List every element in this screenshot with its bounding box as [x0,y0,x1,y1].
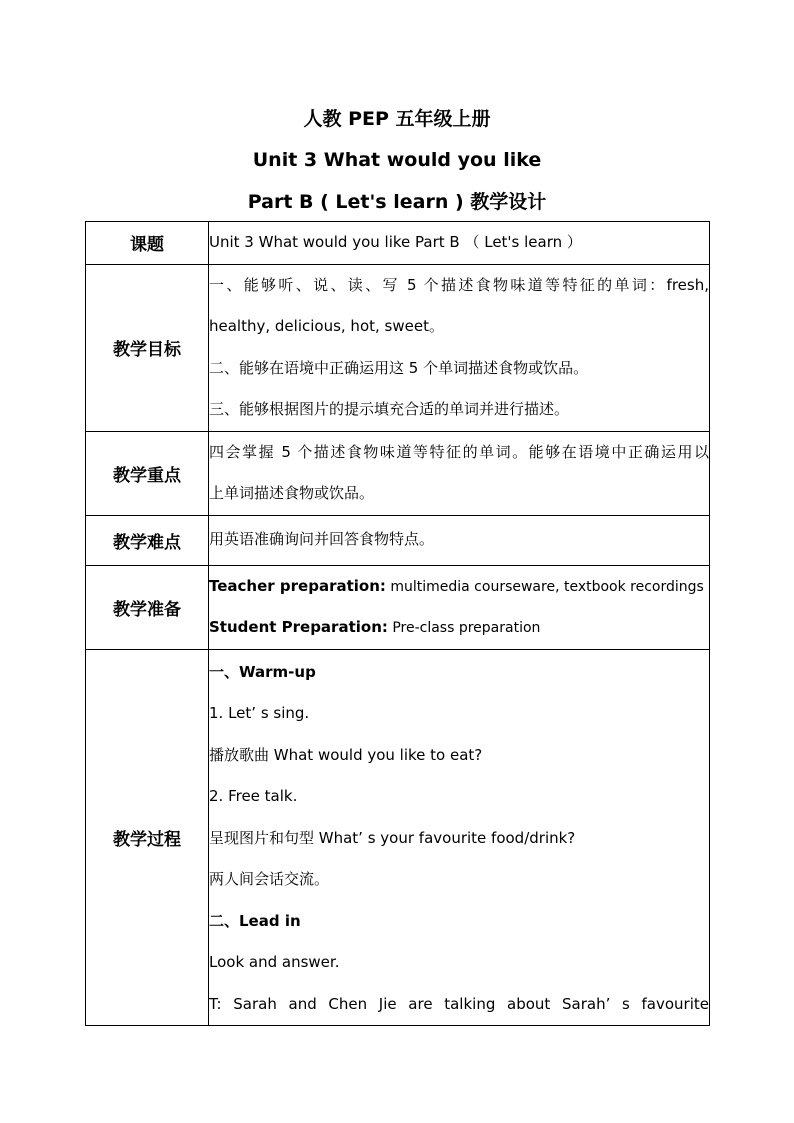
focus-label: 教学重点 [86,431,209,515]
doc-title-part: Part B ( Let's learn ) 教学设计 [247,191,547,213]
difficulty-label: 教学难点 [86,515,209,565]
topic-label: 课题 [86,222,209,265]
preparation-label: 教学准备 [86,565,209,649]
focus-line-1: 四会掌握 5 个描述食物味道等特征的单词。能够在语境中正确运用以 [209,442,709,461]
goals-line-2: healthy, delicious, hot, sweet。 [209,317,444,335]
teacher-preparation-label: Teacher preparation: [209,576,386,595]
table-row-preparation [86,565,710,649]
doc-title-unit: Unit 3 What would you like [252,149,542,171]
table-row-difficulty [86,515,710,565]
table-row-goals [86,264,710,431]
doc-title-grade: 人教 PEP 五年级上册 [303,108,491,130]
teacher-preparation-line [209,566,709,608]
difficulty-text: 用英语准确询问并回答食物特点。 [209,530,435,549]
goals-label: 教学目标 [86,264,209,431]
student-preparation-label: Student Preparation: [209,618,388,636]
topic-value [209,222,710,265]
process-label: 教学过程 [86,649,209,1026]
process-line: 1. Let’ s sing. [209,704,310,722]
focus-content [209,431,710,515]
student-preparation-line [209,607,709,649]
process-line: 2. Free talk. [209,787,298,805]
focus-line-2: 上单词描述食物或饮品。 [209,484,375,502]
table-row-focus [86,431,710,515]
student-preparation-value: Pre-class preparation [387,620,541,636]
difficulty-content [209,515,710,565]
table-row-process [86,649,710,1026]
goals-line-1: 一、能够听、说、读、写 5 个描述食物味道等特征的单词：fresh, [209,275,709,294]
goals-line-3: 二、能够在语境中正确运用这 5 个单词描述食物或饮品。 [209,358,589,377]
process-line: 呈现图片和句型 What’ s your favourite food/drink? [209,828,576,847]
topic-text: Unit 3 What would you like Part B （ Let's learn ） [209,233,582,251]
table-row-topic [86,222,710,265]
preparation-content [209,565,710,649]
process-line: 播放歌曲 What would you like to eat? [209,745,483,764]
goals-content [209,264,710,431]
goals-line-4: 三、能够根据图片的提示填充合适的单词并进行描述。 [209,400,570,418]
leadin-heading: 二、Lead in [209,911,301,930]
process-line: T: Sarah and Chen Jie are talking about Sarah’ s favourite [209,994,709,1013]
process-line: Look and answer. [209,953,340,971]
process-content [209,649,710,1026]
warmup-heading: 一、Warm-up [209,662,316,681]
lesson-plan-table [85,221,710,1026]
process-line: 两人间会话交流。 [209,870,330,888]
teacher-preparation-value: multimedia courseware, textbook recordings [385,578,704,595]
